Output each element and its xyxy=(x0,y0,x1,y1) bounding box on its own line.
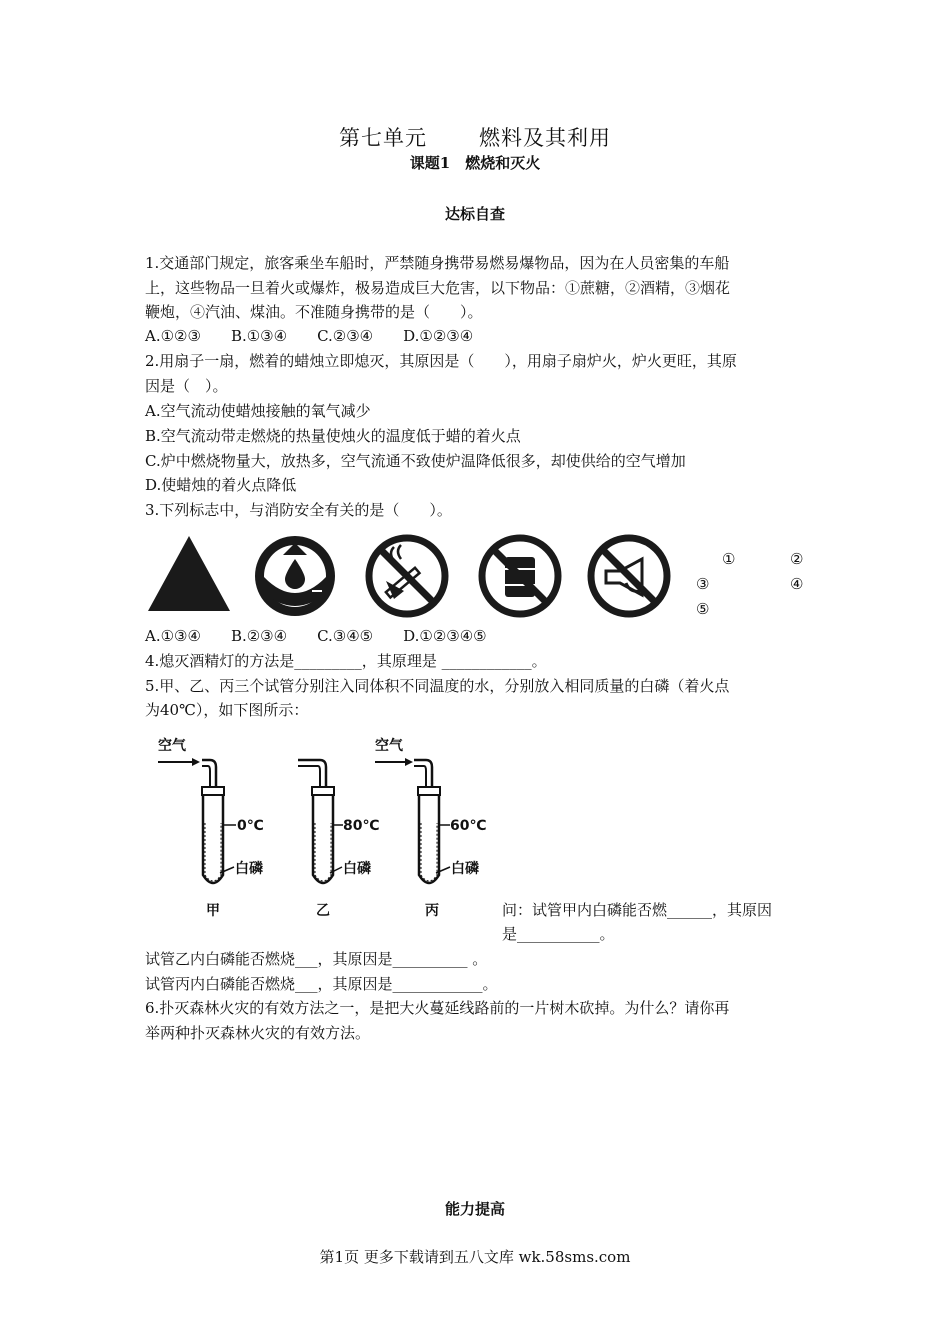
tube-label-jia: 甲 xyxy=(206,903,220,919)
phosphorus-label-yi: 白磷 xyxy=(343,861,371,877)
sign-label-2: ② xyxy=(790,550,804,568)
q2-line-1: 2.用扇子一扇，燃着的蜡烛立即熄灭，其原因是（ ），用扇子扇炉火，炉火更旺，其原 xyxy=(145,352,737,370)
q2-line-2: 因是（ ）。 xyxy=(145,377,228,395)
air-label-bing: 空气 xyxy=(375,738,403,754)
q5-line-1: 5.甲、乙、丙三个试管分别注入同体积不同温度的水，分别放入相同质量的白磷（着火点 xyxy=(145,677,730,695)
q5-ask-line-1: 问：试管甲内白磷能否燃______，其原因 xyxy=(502,901,773,919)
no-fuel-barrel-sign xyxy=(477,533,563,619)
q2-option-a: A.空气流动使蜡烛接触的氧气减少 xyxy=(145,402,371,420)
q5-ask-line-2: 是___________。 xyxy=(502,925,615,943)
no-smoking-sign xyxy=(364,533,450,619)
q4-line: 4.熄灭酒精灯的方法是_________，其原理是 ____________。 xyxy=(145,652,547,670)
sign-label-1: ① xyxy=(722,550,736,568)
q1-line-1: 1.交通部门规定，旅客乘坐车船时，严禁随身携带易燃易爆物品，因为在人员密集的车船 xyxy=(145,254,730,272)
phosphorus-label-jia: 白磷 xyxy=(235,861,263,877)
temp-label-bing: 60℃ xyxy=(450,818,487,834)
flammable-liquid-sign xyxy=(252,533,338,619)
sign-label-3: ③ xyxy=(696,575,710,593)
q2-option-b: B.空气流动带走燃烧的热量使烛火的温度低于蜡的着火点 xyxy=(145,427,521,445)
temp-label-jia: 0℃ xyxy=(237,818,264,834)
unit-title-number: 第七单元 xyxy=(339,126,427,150)
unit-title xyxy=(0,122,950,152)
q1-line-2: 上，这些物品一旦着火或爆炸，极易造成巨大危害，以下物品：①蔗糖，②酒精，③烟花 xyxy=(145,279,731,297)
page-footer: 第1页 更多下载请到五八文库 wk.58sms.com xyxy=(319,1248,631,1266)
tube-label-yi: 乙 xyxy=(316,903,330,919)
section-heading-self-check: 达标自查 xyxy=(444,205,505,223)
q2-option-d: D.使蜡烛的着火点降低 xyxy=(145,476,297,494)
q2-option-c: C.炉中燃烧物量大，放热多，空气流通不致使炉温降低很多，却使供给的空气增加 xyxy=(145,452,686,470)
q3-stem: 3.下列标志中，与消防安全有关的是（ ）。 xyxy=(145,501,452,519)
sign-label-4: ④ xyxy=(790,575,804,593)
q6-line-2: 举两种扑灭森林火灾的有效方法。 xyxy=(145,1024,371,1042)
test-tube-experiment-figure xyxy=(150,735,495,920)
lesson-subtitle: 课题1 燃烧和灭火 xyxy=(409,154,541,172)
no-horn-sign xyxy=(586,533,672,619)
tube-label-bing: 丙 xyxy=(425,903,439,919)
q3-options: A.①③④ B.②③④ C.③④⑤ D.①②③④⑤ xyxy=(145,627,487,645)
q1-line-3: 鞭炮，④汽油、煤油。不准随身携带的是（ ）。 xyxy=(145,303,483,321)
section-heading-ability: 能力提高 xyxy=(444,1200,505,1218)
air-label-jia: 空气 xyxy=(158,738,186,754)
q5-line-2: 为40℃），如下图所示： xyxy=(145,701,309,719)
q1-options: A.①②③ B.①③④ C.②③④ D.①②③④ xyxy=(145,327,474,345)
temp-label-yi: 80℃ xyxy=(343,818,380,834)
unit-title-topic: 燃料及其利用 xyxy=(479,126,611,150)
sign-label-5: ⑤ xyxy=(696,600,710,618)
q6-line-1: 6.扑灭森林火灾的有效方法之一，是把大火蔓延线路前的一片树木砍掉。为什么？请你再 xyxy=(145,999,730,1017)
q5-line-4: 试管丙内白磷能否燃烧___，其原因是____________。 xyxy=(145,975,498,993)
q5-line-3: 试管乙内白磷能否燃烧___，其原因是__________ 。 xyxy=(145,950,488,968)
warning-triangle-sign xyxy=(146,533,232,619)
phosphorus-label-bing: 白磷 xyxy=(451,861,479,877)
